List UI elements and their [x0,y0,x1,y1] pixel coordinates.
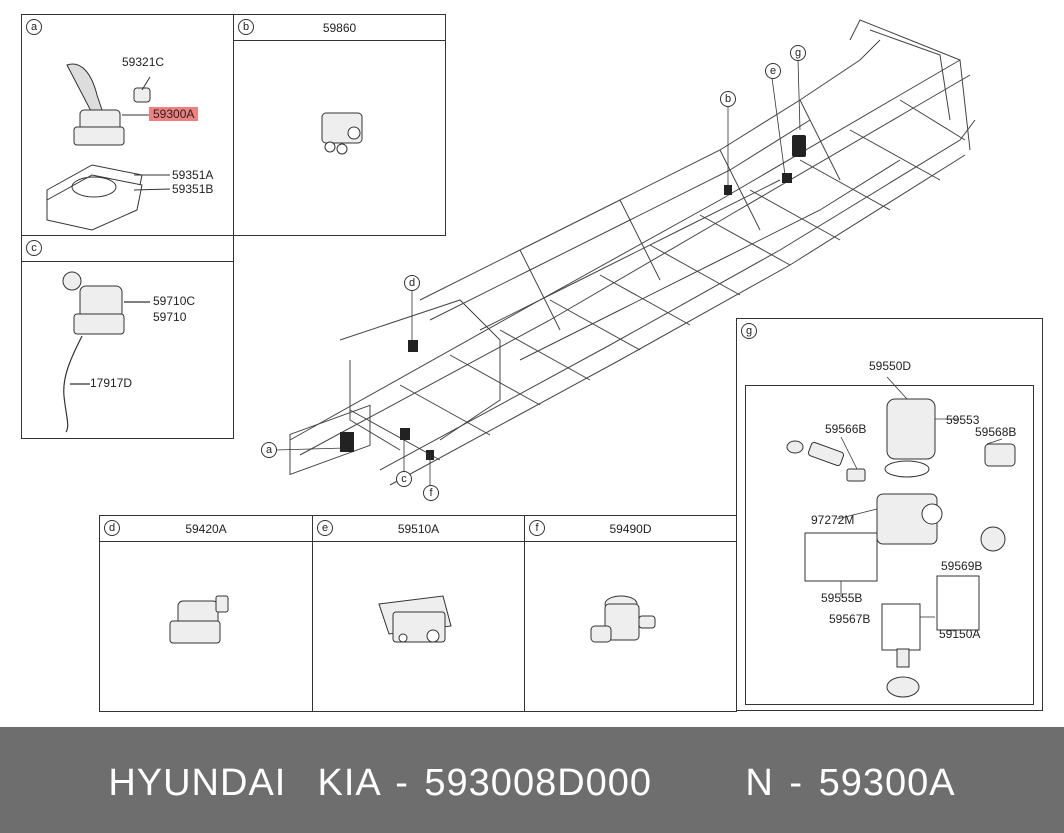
label-17917d: 17917D [90,376,133,390]
panel-e [312,515,525,712]
frame-callout-g: g [790,45,806,61]
valve-59420a-drawing [100,516,314,713]
label-59550d: 59550D [869,359,912,373]
valve-59860-drawing [234,15,447,237]
panel-a-letter: a [26,19,42,35]
label-59321c: 59321C [122,55,165,69]
panel-b-letter: b [238,19,254,35]
panel-a [21,14,234,236]
panel-e-letter: e [317,520,333,536]
panel-c [21,235,234,439]
label-59566b: 59566B [825,422,867,436]
air-dryer-assembly-drawing [737,319,1044,712]
panel-f-letter: f [529,520,545,536]
label-59150a: 59150A [939,627,981,641]
valve-59710-drawing [22,236,235,440]
frame-callout-f: f [423,485,439,501]
panel-e-title: 59510A [397,522,440,536]
banner-text [0,762,1064,805]
panel-f-title: 59490D [609,522,652,536]
label-59351a: 59351A [172,168,214,182]
frame-callout-c: c [396,471,412,487]
panel-b-title: 59860 [322,21,357,35]
label-59351b: 59351B [172,182,214,196]
panel-g [736,318,1043,711]
label-97272m: 97272M [811,513,855,527]
panel-d-title: 59420A [185,522,227,536]
panel-f [524,515,737,712]
banner-part-prefix: KIA - 593008D000 [317,762,653,804]
panel-b [233,14,446,236]
panel-c-letter: c [26,240,42,256]
parking-valve-drawing [22,15,235,237]
label-59553: 59553 [946,413,980,427]
frame-callout-b: b [720,91,736,107]
label-59710c: 59710C [153,294,196,308]
label-59710: 59710 [153,310,187,324]
panel-d [99,515,313,712]
label-59569b: 59569B [941,559,983,573]
valve-59510a-drawing [313,516,526,713]
label-59555b: 59555B [821,591,863,605]
panel-d-letter: d [104,520,120,536]
banner-part-suffix: N - 59300A [745,762,956,804]
frame-callout-e: e [765,63,781,79]
label-59300a-highlighted: 59300A [149,107,198,121]
panel-g-letter: g [741,323,757,339]
label-59567b: 59567B [829,612,871,626]
valve-59490d-drawing [525,516,738,713]
frame-callout-a: a [261,442,277,458]
banner-brand: HYUNDAI [108,762,287,804]
frame-callout-d: d [404,275,420,291]
part-number-banner [0,727,1064,833]
label-59568b: 59568B [975,425,1017,439]
